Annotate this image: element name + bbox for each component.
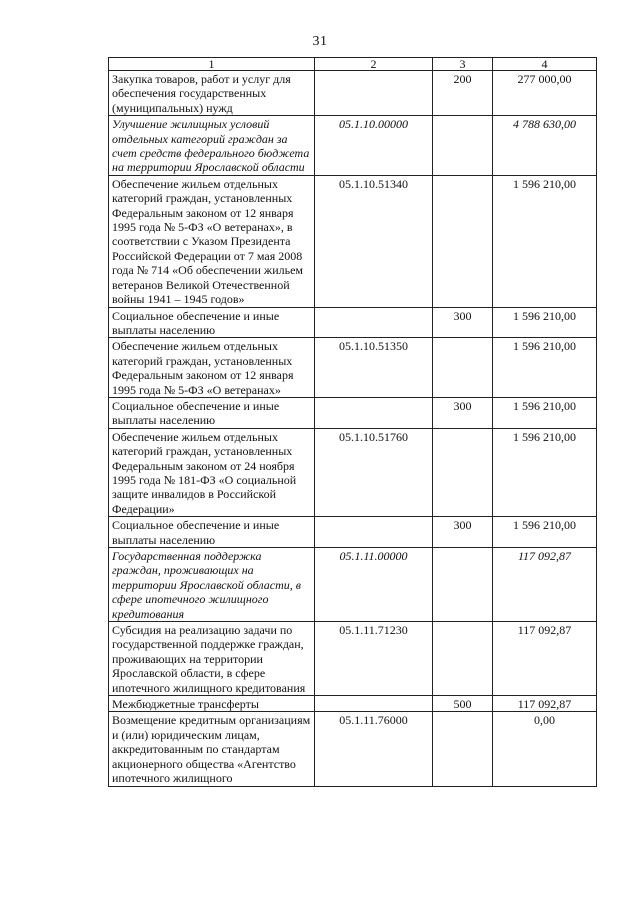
row-expense-type-cell xyxy=(433,428,493,516)
row-name-cell: Возмещение кредитным организациям и (или) юридическим лицам, аккредитованным по стандартам акционерного общества «Агентство ипотечного жилищного xyxy=(109,712,315,786)
table-row xyxy=(109,175,597,307)
row-expense-type-cell xyxy=(433,175,493,307)
page-number: 31 xyxy=(312,34,328,49)
row-amount-cell: 1 596 210,00 xyxy=(493,307,597,338)
row-expense-type-cell xyxy=(433,338,493,398)
row-name-cell: Социальное обеспечение и иные выплаты населению xyxy=(109,517,315,548)
row-amount-cell: 0,00 xyxy=(493,712,597,786)
table-row xyxy=(109,712,597,786)
table-row xyxy=(109,696,597,712)
table-row xyxy=(109,71,597,116)
row-expense-type-cell xyxy=(433,712,493,786)
row-amount-cell: 117 092,87 xyxy=(493,548,597,622)
table-row xyxy=(109,517,597,548)
row-name-cell: Обеспечение жильем отдельных категорий граждан, установленных Федеральным законом от 12 января 1995 года № 5-ФЗ «О ветеранах» xyxy=(109,338,315,398)
table-row xyxy=(109,428,597,516)
table-header-row xyxy=(109,58,597,71)
row-amount-cell: 117 092,87 xyxy=(493,696,597,712)
row-code-cell xyxy=(315,696,433,712)
table-row xyxy=(109,338,597,398)
row-code-cell xyxy=(315,397,433,428)
header-col-1: 1 xyxy=(109,58,315,71)
row-code-cell: 05.1.10.51340 xyxy=(315,175,433,307)
row-amount-cell: 1 596 210,00 xyxy=(493,428,597,516)
row-amount-cell: 4 788 630,00 xyxy=(493,116,597,176)
row-expense-type-cell: 500 xyxy=(433,696,493,712)
row-amount-cell: 1 596 210,00 xyxy=(493,175,597,307)
row-name-cell: Обеспечение жильем отдельных категорий граждан, установленных Федеральным законом от 12 января 1995 года № 5-ФЗ «О ветеранах», в соответствии с Указом Президента Российской Федерации от 7 мая 2008 года № 714 «Об обеспечении жильем ветеранов Великой Отечественной войны 1941 – 1945 годов» xyxy=(109,175,315,307)
row-amount-cell: 1 596 210,00 xyxy=(493,517,597,548)
row-amount-cell: 117 092,87 xyxy=(493,622,597,696)
row-code-cell: 05.1.11.00000 xyxy=(315,548,433,622)
row-code-cell xyxy=(315,71,433,116)
row-name-cell: Закупка товаров, работ и услуг для обеспечения государственных (муниципальных) нужд xyxy=(109,71,315,116)
row-expense-type-cell: 300 xyxy=(433,307,493,338)
row-code-cell: 05.1.10.51350 xyxy=(315,338,433,398)
row-code-cell: 05.1.11.76000 xyxy=(315,712,433,786)
row-name-cell: Социальное обеспечение и иные выплаты населению xyxy=(109,397,315,428)
row-amount-cell: 1 596 210,00 xyxy=(493,338,597,398)
row-expense-type-cell: 300 xyxy=(433,517,493,548)
table-row xyxy=(109,307,597,338)
row-name-cell: Улучшение жилищных условий отдельных категорий граждан за счет средств федерального бюджета на территории Ярославской области xyxy=(109,116,315,176)
row-code-cell: 05.1.10.00000 xyxy=(315,116,433,176)
header-col-2: 2 xyxy=(315,58,433,71)
table-row xyxy=(109,116,597,176)
row-expense-type-cell: 200 xyxy=(433,71,493,116)
header-col-4: 4 xyxy=(493,58,597,71)
row-name-cell: Обеспечение жильем отдельных категорий граждан, установленных Федеральным законом от 24 ноября 1995 года № 181-ФЗ «О социальной защите инвалидов в Российской Федерации» xyxy=(109,428,315,516)
row-expense-type-cell: 300 xyxy=(433,397,493,428)
row-code-cell: 05.1.10.51760 xyxy=(315,428,433,516)
row-expense-type-cell xyxy=(433,116,493,176)
header-col-3: 3 xyxy=(433,58,493,71)
row-code-cell xyxy=(315,307,433,338)
row-name-cell: Государственная поддержка граждан, проживающих на территории Ярославской области, в сфере ипотечного жилищного кредитования xyxy=(109,548,315,622)
row-name-cell: Субсидия на реализацию задачи по государственной поддержке граждан, проживающих на территории Ярославской области, в сфере ипотечного жилищного кредитования xyxy=(109,622,315,696)
budget-table xyxy=(108,57,597,787)
table-row xyxy=(109,548,597,622)
table-row xyxy=(109,622,597,696)
row-code-cell xyxy=(315,517,433,548)
row-code-cell: 05.1.11.71230 xyxy=(315,622,433,696)
row-amount-cell: 1 596 210,00 xyxy=(493,397,597,428)
row-name-cell: Межбюджетные трансферты xyxy=(109,696,315,712)
table-row xyxy=(109,397,597,428)
row-name-cell: Социальное обеспечение и иные выплаты населению xyxy=(109,307,315,338)
row-expense-type-cell xyxy=(433,548,493,622)
row-amount-cell: 277 000,00 xyxy=(493,71,597,116)
row-expense-type-cell xyxy=(433,622,493,696)
